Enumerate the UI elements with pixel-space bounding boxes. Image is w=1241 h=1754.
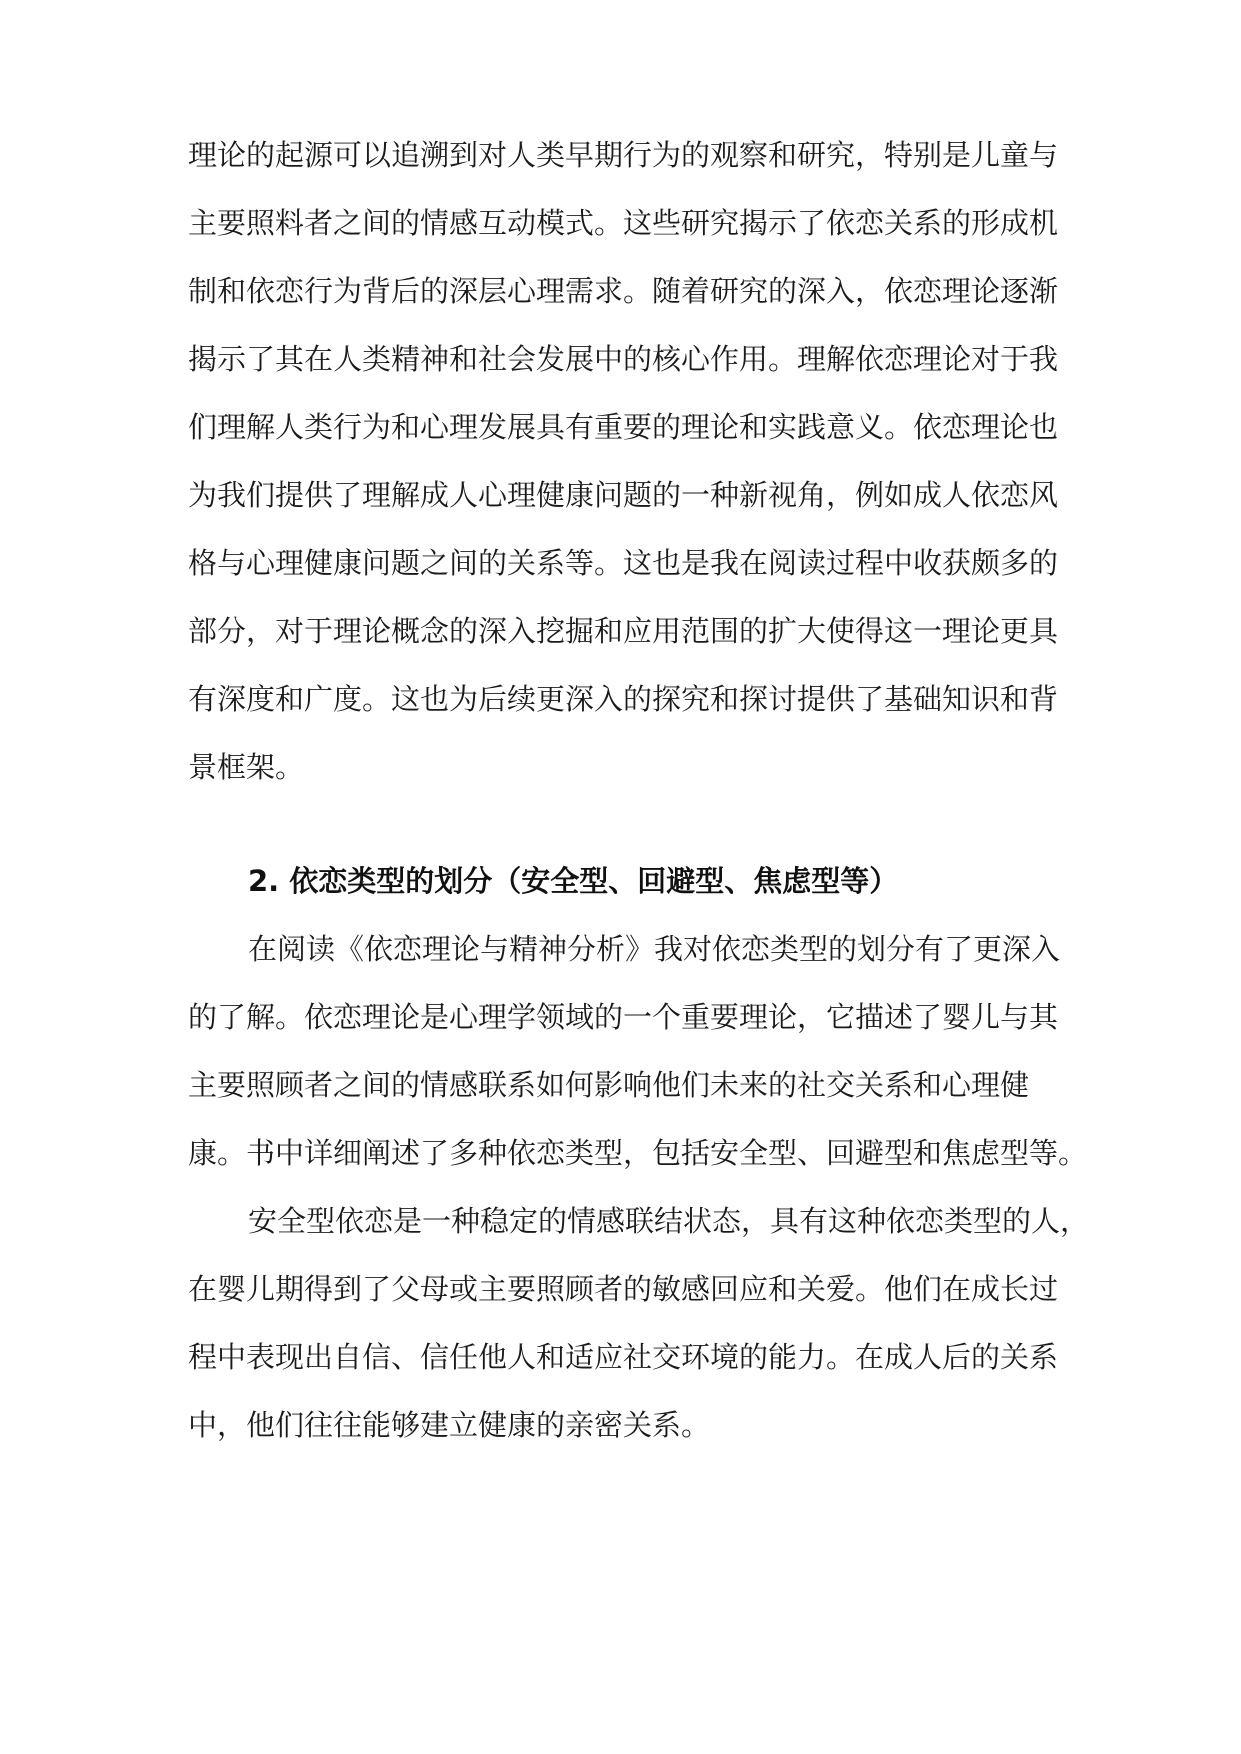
- paragraph-1-line-5: 们理解人类行为和心理发展具有重要的理论和实践意义。依恋理论也: [188, 410, 1059, 444]
- paragraph-1-line-3: 制和依恋行为背后的深层心理需求。随着研究的深入，依恋理论逐渐: [188, 274, 1059, 308]
- paragraph-3-line-4: 中，他们往往能够建立健康的亲密关系。: [188, 1408, 711, 1442]
- paragraph-2-line-1: 在阅读《依恋理论与精神分析》我对依恋类型的划分有了更深入: [248, 932, 1061, 966]
- paragraph-1-line-1: 理论的起源可以追溯到对人类早期行为的观察和研究，特别是儿童与: [188, 138, 1059, 172]
- paragraph-2-line-3: 主要照顾者之间的情感联系如何影响他们未来的社交关系和心理健: [188, 1068, 1030, 1102]
- paragraph-2-line-2: 的了解。依恋理论是心理学领域的一个重要理论，它描述了婴儿与其: [188, 1000, 1059, 1034]
- paragraph-1-line-2: 主要照料者之间的情感互动模式。这些研究揭示了依恋关系的形成机: [188, 206, 1059, 240]
- paragraph-1-line-8: 部分，对于理论概念的深入挖掘和应用范围的扩大使得这一理论更具: [188, 614, 1059, 648]
- paragraph-1-line-4: 揭示了其在人类精神和社会发展中的核心作用。理解依恋理论对于我: [188, 342, 1059, 376]
- paragraph-1-line-7: 格与心理健康问题之间的关系等。这也是我在阅读过程中收获颇多的: [188, 546, 1059, 580]
- paragraph-3-line-3: 程中表现出自信、信任他人和适应社交环境的能力。在成人后的关系: [188, 1340, 1059, 1374]
- paragraph-3-line-1: 安全型依恋是一种稳定的情感联结状态，具有这种依恋类型的人，: [248, 1204, 1090, 1238]
- paragraph-1-line-10: 景框架。: [188, 750, 305, 784]
- section-2-heading: 2. 依恋类型的划分（安全型、回避型、焦虑型等）: [248, 864, 899, 898]
- paragraph-1-line-9: 有深度和广度。这也为后续更深入的探究和探讨提供了基础知识和背: [188, 682, 1059, 716]
- paragraph-1-line-6: 为我们提供了理解成人心理健康问题的一种新视角，例如成人依恋风: [188, 478, 1059, 512]
- paragraph-2-line-4: 康。书中详细阐述了多种依恋类型，包括安全型、回避型和焦虑型等。: [188, 1136, 1088, 1170]
- paragraph-3-line-2: 在婴儿期得到了父母或主要照顾者的敏感回应和关爱。他们在成长过: [188, 1272, 1059, 1306]
